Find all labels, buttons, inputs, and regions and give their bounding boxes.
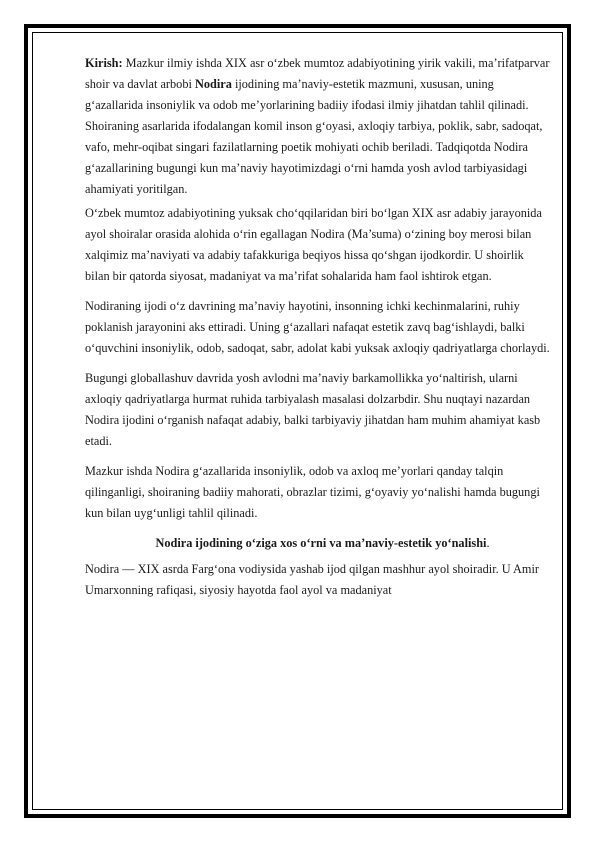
- abstract-text-before: Mazkur ilmiy ishda XIX asr o‘zbek mumtoz adabiyotining yirik vakili, ma’rifatparvar shoir va davlat arbobi: [85, 56, 550, 91]
- body-paragraph-1: O‘zbek mumtoz adabiyotining yuksak cho‘qqilaridan biri bo‘lgan XIX asr adabiy jarayonida ayol shoiralar orasida alohida o‘rin egallagan Nodira (Ma’suma) o‘zining boy merosi bilan xalqimiz ma’naviyati va adabiy tafakkuriga beqiyos hissa qo‘shgan ijodkordir. U shoirlik bilan bir qatorda siyosat, madaniyat va ma’rifat sohalarida ham faol ishtirok etgan.: [85, 206, 542, 283]
- body-paragraph-3: Bugungi globallashuv davrida yosh avlodni ma’naviy barkamollikka yo‘naltirish, ularni axloqiy qadriyatlarga hurmat ruhida tarbiyalash masalasi dolzarbdir. Shu nuqtayi nazardan Nodira ijodini o‘rganish nafaqat adabiy, balki tarbiyaviy jihatdan ham muhim ahamiyat kasb etadi.: [85, 371, 541, 448]
- abstract-text-after: ijodining ma’naviy-estetik mazmuni, xususan, uning g‘azallarida insoniylik va odob me’yorlarining badiiy ifodasi ilmiy jihatdan tahlil qilinadi. Shoiraning asarlarida ifodalangan komil inson g‘oyasi, axloqiy tarbiya, poklik, sabr, sadoqat, vafo, mehr-oqibat singari fazilatlarning poetik mohiyati ochib beriladi. Tadqiqotda Nodira g‘azallarining bugungi kun ma’naviy hayotimizdagi o‘rni hamda yosh avlod tarbiyasidagi ahamiyati yoritilgan.: [85, 77, 543, 196]
- section-heading-suffix: .: [486, 536, 490, 550]
- section-heading-text: Nodira ijodining o‘ziga xos o‘rni va ma’naviy-estetik yo‘nalishi: [155, 536, 487, 550]
- body-paragraph-4: Mazkur ishda Nodira g‘azallarida insoniylik, odob va axloq me’yorlari qanday talqin qilinganligi, shoiraning badiiy mahorati, obrazlar tizimi, g‘oyaviy yo‘nalishi hamda bugungi kun bilan uyg‘unligi tahlil qilinadi.: [85, 464, 540, 520]
- section-paragraph: Nodira — XIX asrda Farg‘ona vodiysida yashab ijod qilgan mashhur ayol shoiradir. U Amir Umarxonning rafiqasi, siyosiy hayotda faol ayol va madaniyat: [85, 562, 539, 597]
- author-name: Nodira: [194, 77, 232, 91]
- body-paragraph-2: Nodiraning ijodi o‘z davrining ma’naviy hayotini, insonning ichki kechinmalarini, ruhiy poklanish jarayonini aks ettiradi. Uning g‘azallari nafaqat estetik zavq bag‘ishlaydi, balki o‘quvchini insoniylik, odob, sadoqat, sabr, adolat kabi yuksak axloqiy qadriyatlarga chorlaydi.: [85, 299, 550, 355]
- abstract-label: Kirish:: [85, 56, 123, 70]
- document-body: [85, 53, 550, 601]
- section-heading: [85, 533, 550, 554]
- abstract-paragraph: [85, 53, 550, 200]
